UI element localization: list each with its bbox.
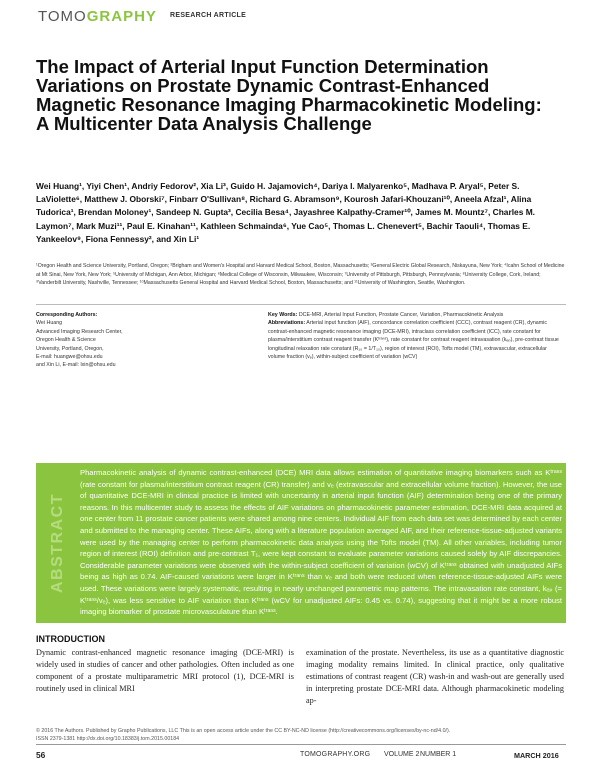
corresponding-line: E-mail: huangwe@ohsu.edu [36, 354, 103, 361]
keywords-block [268, 311, 564, 361]
affiliations: ¹Oregon Health and Science University, Portland, Oregon; ²Brigham and Women's Hospital and Harvard Medical School, Boston, Massachusetts; ³General Electric Global Research, Niskayuna, New York; ⁴Icahn School of Medicine at Mt Sinai, New York, New York; ⁵University of Michigan, Ann Arbor, Michigan; ⁶Medical College of Wisconsin, Milwaukee, Wisconsin; ⁷University of Pittsburgh, Pittsburgh, Pennsylvania; ⁸University College, Cork, Ireland; ⁹Vanderbilt University, Nashville, Tennessee; ¹⁰Massachusetts General Hospital and Harvard Medical School, Boston, Massachusetts; and ¹¹University of Washington, Seattle, Washington. [36, 263, 565, 287]
corresponding-heading: Corresponding Authors: [36, 312, 98, 318]
doi-line: ISSN 2379-1381 http://dx.doi.org/10.18383/j.tom.2015.00184 [36, 736, 180, 742]
body-column-left: Dynamic contrast-enhanced magnetic resonance imaging (DCE-MRI) is widely used in studies of cancer and other pathologies. Often included as one component of a prostate multiparametric MRI protocol (1), DCE-MRI is routinely used in clinical MRI [36, 648, 294, 693]
abstract-label-text: ABSTRACT [49, 493, 66, 593]
abbreviations-label: Abbreviations: [268, 320, 306, 327]
corresponding-authors [36, 311, 256, 370]
keywords-text: DCE-MRI, Arterial Input Function, Prostate Cancer, Variation, Pharmacokinetic Analysis [298, 312, 504, 318]
corresponding-line: Oregon Health & Science [36, 337, 96, 344]
abstract-label [36, 463, 80, 623]
body-column-right: examination of the prostate. Nevertheless, its use as a quantitative diagnostic imaging modality remains limited. In clinical practice, only qualitative estimations of contrast reagent (CR) wash-in and wash-out are generally used in interpreting prostate DCE-MRI data. Although pharmacokinetic modeling ap- [306, 648, 564, 705]
corresponding-line: and Xin Li, E-mail: lxin@ohsu.edu [36, 362, 116, 369]
corresponding-line: Wei Huang [36, 320, 63, 327]
license-line: © 2016 The Authors. Published by Grapho Publications, LLC This is an open access article under the CC BY-NC-ND license (http://creativecommons.org/licenses/by-nc-nd/4.0/). [36, 728, 451, 734]
footer-divider [36, 744, 566, 745]
journal-url[interactable]: TOMOGRAPHY.ORG [300, 751, 371, 758]
abstract-text: Pharmacokinetic analysis of dynamic contrast-enhanced (DCE) MRI data allows estimation of quantitative imaging biomarkers such as Kᵗʳᵃⁿˢ (rate constant for plasma/interstitium contrast reagent (CR) transfer) and vₑ (extravascular and extracellular volume fraction). However, the use of quantitative DCE-MRI in clinical practice is limited with uncertainty in arterial input function (AIF) determination being one of the primary reasons. In this multicenter study to assess the effects of AIF variations on pharmacokinetic parameter estimation, DCE-MRI data acquired at one center from 11 prostate cancer patients were shared among nine centers. Individual AIF from each data set was determined by each center and submitted to the managing center. These AIFs, along with a literature population averaged AIF, and their reference-tissue-adjusted variants were used by the managing center to perform pharmacokinetic data analysis using the Tofts model (TM). All other variables, including tumor region of interest (ROI) definition and pre-contrast T₁, were kept constant to evaluate parameter variations caused solely by AIF discrepancies. Considerable parameter variations were observed with the within-subject coefficient of variation (wCV) of Kᵗʳᵃⁿˢ obtained with unadjusted AIFs being as high as 0.74. AIF-caused variations were larger in Kᵗʳᵃⁿˢ than vₑ and both were reduced when reference-tissue-adjusted AIFs were used. These variations were largely systematic, resulting in nearly unchanged parametric map patterns. The intravasation rate constant, kₑₚ (= Kᵗʳᵃⁿˢ/vₑ), was less sensitive to AIF variation than Kᵗʳᵃⁿˢ (wCV for unadjusted AIFs: 0.45 vs. 0.74), suggesting that it might be a more robust imaging biomarker of prostate microvasculature than Kᵗʳᵃⁿˢ. [80, 468, 562, 617]
page-number: 56 [36, 750, 46, 760]
article-title: The Impact of Arterial Input Function Determination Variations on Prostate Dynamic Contrast-Enhanced Magnetic Resonance Imaging Pharmacokinetic Modeling: A Multicenter Data Analysis Challenge [36, 56, 542, 134]
divider [36, 304, 566, 305]
logo-main: TOMO [38, 8, 87, 25]
number-label: NUMBER 1 [420, 751, 457, 758]
corresponding-line: Advanced Imaging Research Center, [36, 328, 123, 335]
volume-label: VOLUME 2 [384, 751, 420, 758]
journal-logo [38, 8, 157, 25]
keywords-label: Key Words: [268, 312, 298, 318]
abbreviations-text: Arterial input function (AIF), concordance correlation coefficient (CCC), contrast reagent (CR), dynamic contrast-enhanced magnetic resonance imaging (DCE-MRI), intraclass correlation coefficient (ICC), rate constant for plasma/interstitium contrast reagent transfer (Kᵗʳᵃⁿˢ), rate constant for contrast reagent intravasation (kₑₚ), pre-contrast tissue longitudinal relaxation rate constant (R₁₀ = 1/T₁₀), region of interest (ROI), Tofts model (TM), extravascular, extracellular volume fraction (vₑ), within-subject coefficient of variation (wCV) [268, 320, 559, 361]
license-footnote [36, 727, 566, 743]
section-tag: RESEARCH ARTICLE [170, 12, 247, 19]
introduction-heading: INTRODUCTION [36, 634, 105, 644]
issue-date: MARCH 2016 [514, 751, 559, 760]
corresponding-line: University, Portland, Oregon, [36, 345, 104, 352]
logo-accent: GRAPHY [86, 8, 157, 25]
author-list: Wei Huang¹, Yiyi Chen¹, Andriy Fedorov², Xia Li³, Guido H. Jajamovich⁴, Dariya I. Malyarenko⁵, Madhava P. Aryal⁵, Peter S. LaViolette⁶, Matthew J. Oborski⁷, Finbarr O'Sullivan⁸, Richard G. Abramson⁹, Kourosh Jafari-Khouzani¹⁰, Aneela Afzal¹, Alina Tudorica¹, Brendan Moloney¹, Sandeep N. Gupta³, Cecilia Besa⁴, Jayashree Kalpathy-Cramer¹⁰, James M. Mountz⁷, Charles M. Laymon⁷, Mark Muzi¹¹, Paul E. Kinahan¹¹, Kathleen Schmainda⁶, Yue Cao⁵, Thomas L. Chenevert⁵, Bachir Taouli⁴, Thomas E. Yankeelov⁹, Fiona Fennessy², and Xin Li¹ [36, 181, 535, 244]
